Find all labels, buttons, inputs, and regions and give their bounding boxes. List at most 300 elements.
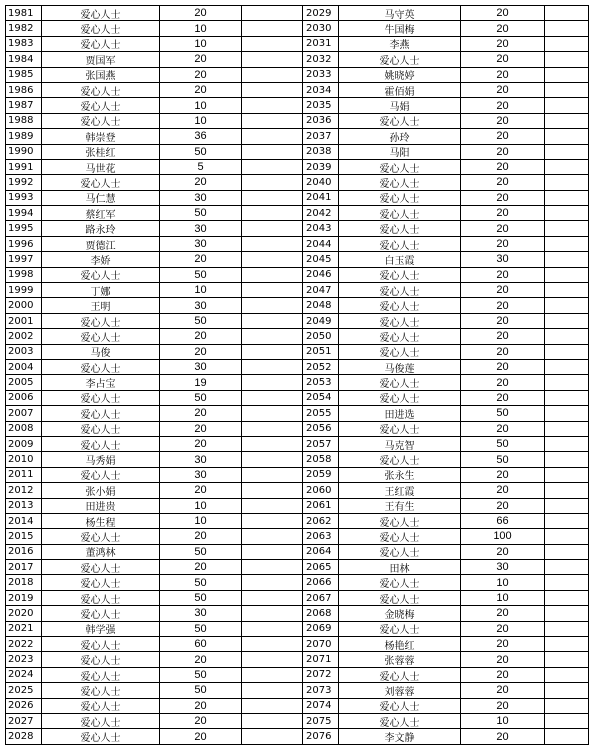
table-row bbox=[303, 668, 588, 683]
donation-amount-cell: 20 bbox=[160, 329, 242, 343]
donor-name-cell: 爱心人士 bbox=[42, 668, 160, 682]
table-row bbox=[303, 575, 588, 590]
donor-name-cell: 马娟 bbox=[339, 98, 461, 112]
donation-amount-cell: 20 bbox=[461, 37, 545, 51]
donor-name-cell: 韩学强 bbox=[42, 622, 160, 636]
donor-name-cell: 爱心人士 bbox=[339, 298, 461, 312]
table-row bbox=[6, 406, 302, 421]
donor-name-cell: 王有生 bbox=[339, 499, 461, 513]
donation-amount-cell: 50 bbox=[160, 206, 242, 220]
donation-amount-cell: 20 bbox=[461, 360, 545, 374]
row-number-cell: 2029 bbox=[303, 6, 339, 20]
empty-cell bbox=[545, 437, 588, 451]
empty-cell bbox=[545, 729, 588, 743]
empty-cell bbox=[545, 175, 588, 189]
row-number-cell: 2016 bbox=[6, 545, 42, 559]
donation-amount-cell: 20 bbox=[461, 314, 545, 328]
row-number-cell: 2017 bbox=[6, 560, 42, 574]
row-number-cell: 2001 bbox=[6, 314, 42, 328]
donor-name-cell: 爱心人士 bbox=[339, 622, 461, 636]
donation-amount-cell: 50 bbox=[160, 268, 242, 282]
empty-cell bbox=[242, 145, 302, 159]
empty-cell bbox=[242, 83, 302, 97]
donor-name-cell: 马俊莲 bbox=[339, 360, 461, 374]
empty-cell bbox=[242, 221, 302, 235]
row-number-cell: 2073 bbox=[303, 683, 339, 697]
donation-amount-cell: 20 bbox=[461, 237, 545, 251]
donor-name-cell: 爱心人士 bbox=[42, 637, 160, 651]
empty-cell bbox=[545, 514, 588, 528]
donor-name-cell: 爱心人士 bbox=[42, 699, 160, 713]
table-row bbox=[6, 283, 302, 298]
empty-cell bbox=[545, 206, 588, 220]
donor-name-cell: 爱心人士 bbox=[42, 591, 160, 605]
donation-amount-cell: 50 bbox=[160, 683, 242, 697]
table-row bbox=[303, 452, 588, 467]
donation-amount-cell: 30 bbox=[160, 221, 242, 235]
donation-amount-cell: 20 bbox=[461, 606, 545, 620]
table-row bbox=[303, 545, 588, 560]
row-number-cell: 2042 bbox=[303, 206, 339, 220]
empty-cell bbox=[545, 591, 588, 605]
donation-amount-cell: 20 bbox=[461, 345, 545, 359]
table-row bbox=[303, 52, 588, 67]
donor-name-cell: 贾国军 bbox=[42, 52, 160, 66]
donor-name-cell: 张永生 bbox=[339, 468, 461, 482]
row-number-cell: 1985 bbox=[6, 68, 42, 82]
row-number-cell: 2061 bbox=[303, 499, 339, 513]
table-row bbox=[303, 591, 588, 606]
empty-cell bbox=[242, 652, 302, 666]
row-number-cell: 1988 bbox=[6, 114, 42, 128]
empty-cell bbox=[242, 52, 302, 66]
donor-name-cell: 牛国梅 bbox=[339, 21, 461, 35]
empty-cell bbox=[242, 606, 302, 620]
donor-name-cell: 爱心人士 bbox=[42, 575, 160, 589]
donor-name-cell: 李占宝 bbox=[42, 375, 160, 389]
row-number-cell: 2043 bbox=[303, 221, 339, 235]
table-row bbox=[303, 191, 588, 206]
row-number-cell: 2071 bbox=[303, 652, 339, 666]
donation-amount-cell: 30 bbox=[461, 560, 545, 574]
row-number-cell: 1993 bbox=[6, 191, 42, 205]
empty-cell bbox=[545, 560, 588, 574]
donor-name-cell: 爱心人士 bbox=[42, 606, 160, 620]
empty-cell bbox=[545, 37, 588, 51]
empty-cell bbox=[242, 483, 302, 497]
table-row bbox=[6, 314, 302, 329]
table-row bbox=[303, 391, 588, 406]
row-number-cell: 2045 bbox=[303, 252, 339, 266]
donation-amount-cell: 19 bbox=[160, 375, 242, 389]
empty-cell bbox=[545, 160, 588, 174]
empty-cell bbox=[242, 175, 302, 189]
donor-name-cell: 爱心人士 bbox=[339, 545, 461, 559]
row-number-cell: 2054 bbox=[303, 391, 339, 405]
table-row bbox=[6, 145, 302, 160]
row-number-cell: 2057 bbox=[303, 437, 339, 451]
table-row bbox=[6, 191, 302, 206]
donor-name-cell: 王红霞 bbox=[339, 483, 461, 497]
empty-cell bbox=[545, 468, 588, 482]
donation-amount-cell: 20 bbox=[461, 68, 545, 82]
empty-cell bbox=[242, 729, 302, 743]
donation-amount-cell: 50 bbox=[461, 452, 545, 466]
row-number-cell: 2064 bbox=[303, 545, 339, 559]
donation-amount-cell: 20 bbox=[461, 375, 545, 389]
donation-amount-cell: 10 bbox=[160, 283, 242, 297]
empty-cell bbox=[242, 360, 302, 374]
donor-name-cell: 爱心人士 bbox=[42, 329, 160, 343]
donor-name-cell: 马克智 bbox=[339, 437, 461, 451]
table-row bbox=[6, 83, 302, 98]
row-number-cell: 2040 bbox=[303, 175, 339, 189]
empty-cell bbox=[545, 21, 588, 35]
table-row bbox=[6, 98, 302, 113]
donation-amount-cell: 10 bbox=[461, 591, 545, 605]
table-row bbox=[6, 622, 302, 637]
donation-amount-cell: 20 bbox=[461, 668, 545, 682]
donor-name-cell: 爱心人士 bbox=[42, 529, 160, 543]
donation-amount-cell: 20 bbox=[461, 145, 545, 159]
table-row bbox=[303, 6, 588, 21]
donation-amount-cell: 20 bbox=[461, 129, 545, 143]
row-number-cell: 1995 bbox=[6, 221, 42, 235]
table-row bbox=[303, 422, 588, 437]
donation-amount-cell: 50 bbox=[160, 545, 242, 559]
row-number-cell: 2066 bbox=[303, 575, 339, 589]
row-number-cell: 1984 bbox=[6, 52, 42, 66]
empty-cell bbox=[242, 375, 302, 389]
donor-name-cell: 姚晓婷 bbox=[339, 68, 461, 82]
table-row bbox=[6, 545, 302, 560]
table-row bbox=[6, 391, 302, 406]
donation-amount-cell: 10 bbox=[461, 714, 545, 728]
donation-amount-cell: 50 bbox=[160, 591, 242, 605]
table-row bbox=[6, 329, 302, 344]
row-number-cell: 2006 bbox=[6, 391, 42, 405]
donor-name-cell: 爱心人士 bbox=[339, 529, 461, 543]
row-number-cell: 2067 bbox=[303, 591, 339, 605]
row-number-cell: 2046 bbox=[303, 268, 339, 282]
row-number-cell: 2036 bbox=[303, 114, 339, 128]
donation-amount-cell: 20 bbox=[461, 622, 545, 636]
row-number-cell: 2052 bbox=[303, 360, 339, 374]
donor-name-cell: 金晓梅 bbox=[339, 606, 461, 620]
donation-amount-cell: 20 bbox=[160, 252, 242, 266]
empty-cell bbox=[242, 206, 302, 220]
row-number-cell: 1981 bbox=[6, 6, 42, 20]
empty-cell bbox=[242, 68, 302, 82]
empty-cell bbox=[545, 283, 588, 297]
table-row bbox=[6, 606, 302, 621]
row-number-cell: 2020 bbox=[6, 606, 42, 620]
row-number-cell: 1989 bbox=[6, 129, 42, 143]
donor-name-cell: 张桂红 bbox=[42, 145, 160, 159]
donor-name-cell: 爱心人士 bbox=[339, 391, 461, 405]
empty-cell bbox=[242, 406, 302, 420]
table-row bbox=[303, 622, 588, 637]
empty-cell bbox=[242, 422, 302, 436]
donation-amount-cell: 50 bbox=[160, 622, 242, 636]
table-row bbox=[303, 298, 588, 313]
table-row bbox=[6, 206, 302, 221]
donor-name-cell: 爱心人士 bbox=[42, 391, 160, 405]
table-row bbox=[6, 129, 302, 144]
donor-name-cell: 爱心人士 bbox=[339, 329, 461, 343]
empty-cell bbox=[545, 83, 588, 97]
row-number-cell: 2031 bbox=[303, 37, 339, 51]
donation-amount-cell: 20 bbox=[461, 175, 545, 189]
empty-cell bbox=[242, 437, 302, 451]
donation-amount-cell: 20 bbox=[461, 114, 545, 128]
donation-amount-cell: 20 bbox=[461, 652, 545, 666]
row-number-cell: 2065 bbox=[303, 560, 339, 574]
table-row bbox=[6, 52, 302, 67]
table-row bbox=[303, 483, 588, 498]
donation-amount-cell: 20 bbox=[461, 545, 545, 559]
row-number-cell: 2037 bbox=[303, 129, 339, 143]
empty-cell bbox=[545, 499, 588, 513]
table-row bbox=[303, 175, 588, 190]
table-row bbox=[6, 221, 302, 236]
empty-cell bbox=[242, 37, 302, 51]
donor-name-cell: 张小娟 bbox=[42, 483, 160, 497]
table-row bbox=[303, 37, 588, 52]
donor-name-cell: 马阳 bbox=[339, 145, 461, 159]
row-number-cell: 1990 bbox=[6, 145, 42, 159]
donor-name-cell: 马俊 bbox=[42, 345, 160, 359]
donation-amount-cell: 5 bbox=[160, 160, 242, 174]
empty-cell bbox=[545, 699, 588, 713]
row-number-cell: 2019 bbox=[6, 591, 42, 605]
donor-name-cell: 爱心人士 bbox=[339, 668, 461, 682]
donor-name-cell: 爱心人士 bbox=[339, 345, 461, 359]
donor-name-cell: 爱心人士 bbox=[339, 375, 461, 389]
empty-cell bbox=[545, 268, 588, 282]
empty-cell bbox=[545, 129, 588, 143]
row-number-cell: 2007 bbox=[6, 406, 42, 420]
row-number-cell: 2014 bbox=[6, 514, 42, 528]
donor-name-cell: 爱心人士 bbox=[42, 360, 160, 374]
donation-amount-cell: 30 bbox=[160, 452, 242, 466]
donor-name-cell: 爱心人士 bbox=[339, 52, 461, 66]
donor-name-cell: 爱心人士 bbox=[42, 437, 160, 451]
table-row bbox=[303, 21, 588, 36]
row-number-cell: 2027 bbox=[6, 714, 42, 728]
table-row bbox=[303, 129, 588, 144]
empty-cell bbox=[545, 114, 588, 128]
row-number-cell: 1996 bbox=[6, 237, 42, 251]
empty-cell bbox=[545, 668, 588, 682]
table-row bbox=[303, 637, 588, 652]
donation-amount-cell: 20 bbox=[461, 329, 545, 343]
row-number-cell: 2032 bbox=[303, 52, 339, 66]
donor-name-cell: 田进选 bbox=[339, 406, 461, 420]
donor-name-cell: 李文静 bbox=[339, 729, 461, 743]
donation-amount-cell: 20 bbox=[461, 6, 545, 20]
donation-amount-cell: 20 bbox=[160, 6, 242, 20]
empty-cell bbox=[242, 714, 302, 728]
empty-cell bbox=[545, 237, 588, 251]
empty-cell bbox=[242, 529, 302, 543]
donor-name-cell: 爱心人士 bbox=[42, 652, 160, 666]
table-row bbox=[6, 422, 302, 437]
table-row bbox=[6, 298, 302, 313]
row-number-cell: 2012 bbox=[6, 483, 42, 497]
donor-name-cell: 爱心人士 bbox=[42, 83, 160, 97]
table-row bbox=[6, 437, 302, 452]
donation-amount-cell: 10 bbox=[461, 575, 545, 589]
donor-name-cell: 白玉霞 bbox=[339, 252, 461, 266]
donation-amount-cell: 10 bbox=[160, 21, 242, 35]
donation-amount-cell: 30 bbox=[160, 298, 242, 312]
donation-amount-cell: 20 bbox=[461, 391, 545, 405]
table-row bbox=[303, 145, 588, 160]
row-number-cell: 2072 bbox=[303, 668, 339, 682]
donor-name-cell: 爱心人士 bbox=[339, 268, 461, 282]
donor-name-cell: 丁娜 bbox=[42, 283, 160, 297]
donor-name-cell: 张国燕 bbox=[42, 68, 160, 82]
row-number-cell: 2003 bbox=[6, 345, 42, 359]
empty-cell bbox=[242, 668, 302, 682]
donation-amount-cell: 50 bbox=[160, 575, 242, 589]
donation-amount-cell: 20 bbox=[461, 98, 545, 112]
row-number-cell: 2005 bbox=[6, 375, 42, 389]
empty-cell bbox=[242, 6, 302, 20]
empty-cell bbox=[545, 191, 588, 205]
donor-name-cell: 爱心人士 bbox=[42, 175, 160, 189]
row-number-cell: 2028 bbox=[6, 729, 42, 743]
row-number-cell: 2068 bbox=[303, 606, 339, 620]
donation-amount-cell: 20 bbox=[160, 406, 242, 420]
row-number-cell: 2070 bbox=[303, 637, 339, 651]
row-number-cell: 2009 bbox=[6, 437, 42, 451]
table-row bbox=[303, 406, 588, 421]
donation-amount-cell: 20 bbox=[461, 483, 545, 497]
row-number-cell: 2056 bbox=[303, 422, 339, 436]
donor-name-cell: 蔡红军 bbox=[42, 206, 160, 220]
row-number-cell: 2041 bbox=[303, 191, 339, 205]
table-row bbox=[303, 560, 588, 575]
empty-cell bbox=[545, 529, 588, 543]
empty-cell bbox=[242, 637, 302, 651]
donation-amount-cell: 30 bbox=[160, 237, 242, 251]
table-row bbox=[6, 514, 302, 529]
donation-amount-cell: 50 bbox=[461, 406, 545, 420]
table-row bbox=[303, 114, 588, 129]
donor-name-cell: 马仁慧 bbox=[42, 191, 160, 205]
row-number-cell: 2075 bbox=[303, 714, 339, 728]
donor-name-cell: 爱心人士 bbox=[339, 314, 461, 328]
donor-name-cell: 马守英 bbox=[339, 6, 461, 20]
empty-cell bbox=[242, 391, 302, 405]
donor-name-cell: 刘蓉蓉 bbox=[339, 683, 461, 697]
table-row bbox=[6, 637, 302, 652]
table-row bbox=[303, 529, 588, 544]
empty-cell bbox=[545, 391, 588, 405]
donation-amount-cell: 20 bbox=[160, 68, 242, 82]
row-number-cell: 1998 bbox=[6, 268, 42, 282]
donation-amount-cell: 20 bbox=[160, 529, 242, 543]
empty-cell bbox=[545, 345, 588, 359]
donation-amount-cell: 20 bbox=[461, 637, 545, 651]
table-row bbox=[6, 237, 302, 252]
empty-cell bbox=[242, 252, 302, 266]
table-row bbox=[303, 652, 588, 667]
empty-cell bbox=[545, 406, 588, 420]
table-row bbox=[303, 268, 588, 283]
table-row bbox=[303, 83, 588, 98]
table-row bbox=[303, 160, 588, 175]
table-row bbox=[303, 329, 588, 344]
donation-amount-cell: 20 bbox=[461, 298, 545, 312]
row-number-cell: 2051 bbox=[303, 345, 339, 359]
table-row bbox=[303, 714, 588, 729]
table-row bbox=[6, 575, 302, 590]
row-number-cell: 1986 bbox=[6, 83, 42, 97]
row-number-cell: 2053 bbox=[303, 375, 339, 389]
donor-name-cell: 爱心人士 bbox=[339, 591, 461, 605]
row-number-cell: 2055 bbox=[303, 406, 339, 420]
empty-cell bbox=[545, 68, 588, 82]
donation-amount-cell: 20 bbox=[160, 175, 242, 189]
donor-name-cell: 爱心人士 bbox=[339, 452, 461, 466]
table-row bbox=[303, 729, 588, 743]
row-number-cell: 2021 bbox=[6, 622, 42, 636]
empty-cell bbox=[545, 622, 588, 636]
empty-cell bbox=[545, 545, 588, 559]
donor-name-cell: 爱心人士 bbox=[339, 714, 461, 728]
donation-amount-cell: 20 bbox=[160, 483, 242, 497]
donor-name-cell: 路永玲 bbox=[42, 221, 160, 235]
donation-amount-cell: 50 bbox=[160, 668, 242, 682]
table-left-half bbox=[6, 6, 303, 744]
empty-cell bbox=[545, 375, 588, 389]
row-number-cell: 2018 bbox=[6, 575, 42, 589]
empty-cell bbox=[242, 575, 302, 589]
empty-cell bbox=[242, 514, 302, 528]
row-number-cell: 2074 bbox=[303, 699, 339, 713]
row-number-cell: 2050 bbox=[303, 329, 339, 343]
table-row bbox=[303, 514, 588, 529]
row-number-cell: 2026 bbox=[6, 699, 42, 713]
table-row bbox=[6, 483, 302, 498]
empty-cell bbox=[545, 714, 588, 728]
donor-name-cell: 杨艳红 bbox=[339, 637, 461, 651]
empty-cell bbox=[242, 160, 302, 174]
row-number-cell: 2039 bbox=[303, 160, 339, 174]
empty-cell bbox=[242, 622, 302, 636]
table-row bbox=[6, 21, 302, 36]
donor-name-cell: 爱心人士 bbox=[42, 714, 160, 728]
donor-name-cell: 贾德江 bbox=[42, 237, 160, 251]
empty-cell bbox=[242, 237, 302, 251]
row-number-cell: 2035 bbox=[303, 98, 339, 112]
donor-name-cell: 爱心人士 bbox=[42, 560, 160, 574]
empty-cell bbox=[242, 699, 302, 713]
table-row bbox=[6, 252, 302, 267]
donor-name-cell: 爱心人士 bbox=[339, 422, 461, 436]
donation-amount-cell: 20 bbox=[461, 422, 545, 436]
empty-cell bbox=[242, 191, 302, 205]
donor-name-cell: 爱心人士 bbox=[42, 729, 160, 743]
donation-amount-cell: 50 bbox=[160, 145, 242, 159]
donation-amount-cell: 30 bbox=[160, 191, 242, 205]
table-row bbox=[6, 452, 302, 467]
table-row bbox=[303, 699, 588, 714]
empty-cell bbox=[242, 129, 302, 143]
